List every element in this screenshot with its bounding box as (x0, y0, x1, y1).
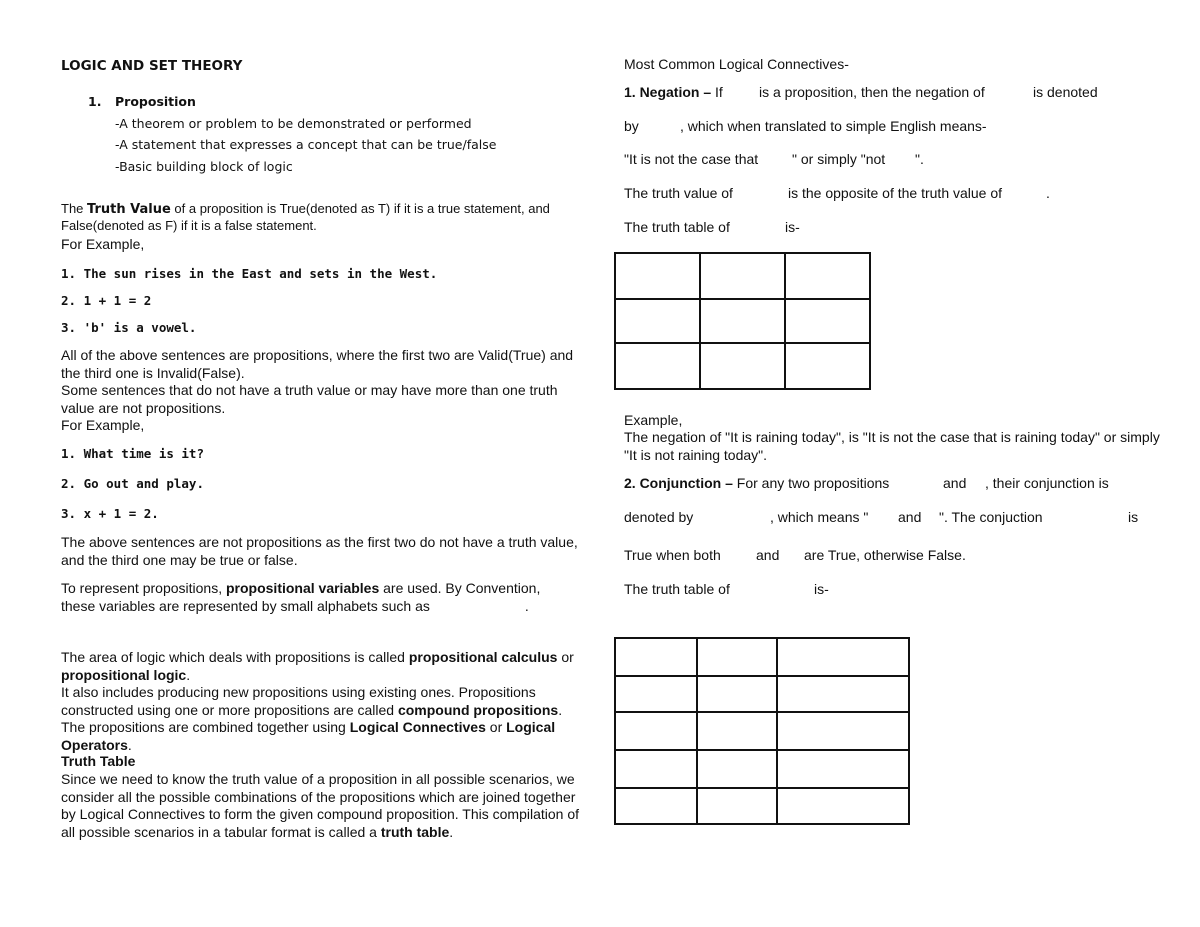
table-row (615, 676, 909, 712)
conjunction-line-2-cont: , which means " (770, 509, 869, 525)
negation-line-1-end: is denoted (1033, 84, 1098, 100)
table-cell (700, 343, 785, 389)
conjunction-line-3-end: are True, otherwise False. (804, 547, 966, 563)
table-cell (700, 299, 785, 343)
proposition-bullet: -Basic building block of logic (115, 159, 293, 174)
propositional-variables-paragraph: To represent propositions, propositional variables are used. By Convention, these variables are represented by small alphabets such as . (61, 580, 541, 614)
negation-line-4-cont: is the opposite of the truth value of (788, 185, 1003, 201)
non-proposition-paragraph: Some sentences that do not have a truth value or may have more than one truth value are not propositions. (61, 382, 558, 416)
conjunction-line-2-mid: ". The conjuction (939, 509, 1043, 525)
table-cell (697, 712, 777, 750)
example-non-proposition: 3. x + 1 = 2. (61, 506, 159, 521)
negation-example-text: The negation of "It is raining today", is "It is not the case that is raining today" or simply "It is not raining today". (624, 429, 1160, 463)
table-row (615, 299, 870, 343)
for-example-label: For Example, (61, 417, 145, 433)
conjunction-line-2-and: and (898, 509, 922, 525)
compound-propositions-paragraph: It also includes producing new propositions using existing ones. Propositions constructed using one or more propositions are called compound propositions. The propositions are combined together using Logical Connectives or Logical Operators. (61, 684, 563, 753)
example-proposition: 1. The sun rises in the East and sets in the West. (61, 266, 438, 281)
table-cell (697, 676, 777, 712)
page-title: LOGIC AND SET THEORY (61, 58, 243, 74)
conjunction-line-1: 2. Conjunction – For any two propositions (624, 475, 890, 491)
table-cell (615, 299, 700, 343)
conjunction-line-2-end: is (1128, 509, 1139, 525)
table-cell (785, 253, 870, 299)
negation-line-3: "It is not the case that (624, 151, 759, 167)
table-cell (697, 750, 777, 788)
table-cell (615, 750, 697, 788)
negation-line-4-end: . (1046, 185, 1050, 201)
proposition-bullet: -A theorem or problem to be demonstrated or performed (115, 116, 472, 131)
for-example-label: For Example, (61, 236, 145, 252)
example-proposition: 3. 'b' is a vowel. (61, 320, 197, 335)
table-cell (777, 676, 909, 712)
table-row (615, 788, 909, 824)
not-propositions-paragraph: The above sentences are not propositions as the first two do not have a truth value, and the third one may be true or false. (61, 534, 578, 568)
truth-table-paragraph: Since we need to know the truth value of a proposition in all possible scenarios, we consider all the possible combinations of the propositions which are joined together by Logical Connectives to form the given compound proposition. This compilation of all possible scenarios in a tabular format is called a truth table. (61, 771, 580, 840)
example-non-proposition: 1. What time is it? (61, 446, 204, 461)
table-row (615, 253, 870, 299)
negation-truth-table (614, 252, 871, 390)
table-cell (777, 788, 909, 824)
negation-line-1-cont: is a proposition, then the negation of (759, 84, 985, 100)
conjunction-line-3-and: and (756, 547, 780, 563)
table-cell (700, 253, 785, 299)
conjunction-truth-table (614, 637, 910, 825)
item-number: 1. (88, 94, 102, 109)
proposition-heading: Proposition (115, 94, 196, 109)
table-cell (777, 712, 909, 750)
table-cell (785, 299, 870, 343)
table-cell (615, 676, 697, 712)
negation-line-1: 1. Negation – If (624, 84, 723, 100)
conjunction-line-2: denoted by (624, 509, 694, 525)
conjunction-line-4: The truth table of (624, 581, 730, 597)
negation-line-2: by (624, 118, 639, 134)
table-cell (697, 788, 777, 824)
table-cell (615, 343, 700, 389)
valid-paragraph: All of the above sentences are propositions, where the first two are Valid(True) and the third one is Invalid(False). (61, 347, 574, 381)
table-cell (697, 638, 777, 676)
table-cell (785, 343, 870, 389)
table-cell (615, 638, 697, 676)
table-cell (777, 750, 909, 788)
table-cell (615, 253, 700, 299)
negation-line-3-end: ". (915, 151, 924, 167)
table-row (615, 638, 909, 676)
example-non-proposition: 2. Go out and play. (61, 476, 204, 491)
table-cell (777, 638, 909, 676)
table-cell (615, 712, 697, 750)
table-cell (615, 788, 697, 824)
negation-line-5: The truth table of (624, 219, 730, 235)
table-row (615, 712, 909, 750)
truth-value-paragraph: The Truth Value of a proposition is True(denoted as T) if it is a true statement, and False(denoted as F) if it is a false statement. (61, 201, 550, 233)
negation-line-3-cont: " or simply "not (792, 151, 886, 167)
table-row (615, 750, 909, 788)
negation-line-5-cont: is- (785, 219, 800, 235)
truth-table-heading: Truth Table (61, 753, 136, 769)
conjunction-line-3: True when both (624, 547, 721, 563)
connectives-heading: Most Common Logical Connectives- (624, 56, 849, 72)
negation-line-4: The truth value of (624, 185, 733, 201)
propositional-calculus-paragraph: The area of logic which deals with propositions is called propositional calculus or propositional logic. (61, 649, 574, 683)
conjunction-line-1-cont: and (943, 475, 967, 491)
negation-line-2-cont: , which when translated to simple English means- (680, 118, 987, 134)
example-label: Example, (624, 412, 683, 428)
example-proposition: 2. 1 + 1 = 2 (61, 293, 152, 308)
proposition-bullet: -A statement that expresses a concept that can be true/false (115, 137, 497, 152)
conjunction-line-1-end: , their conjunction is (985, 475, 1109, 491)
table-row (615, 343, 870, 389)
conjunction-line-4-cont: is- (814, 581, 829, 597)
